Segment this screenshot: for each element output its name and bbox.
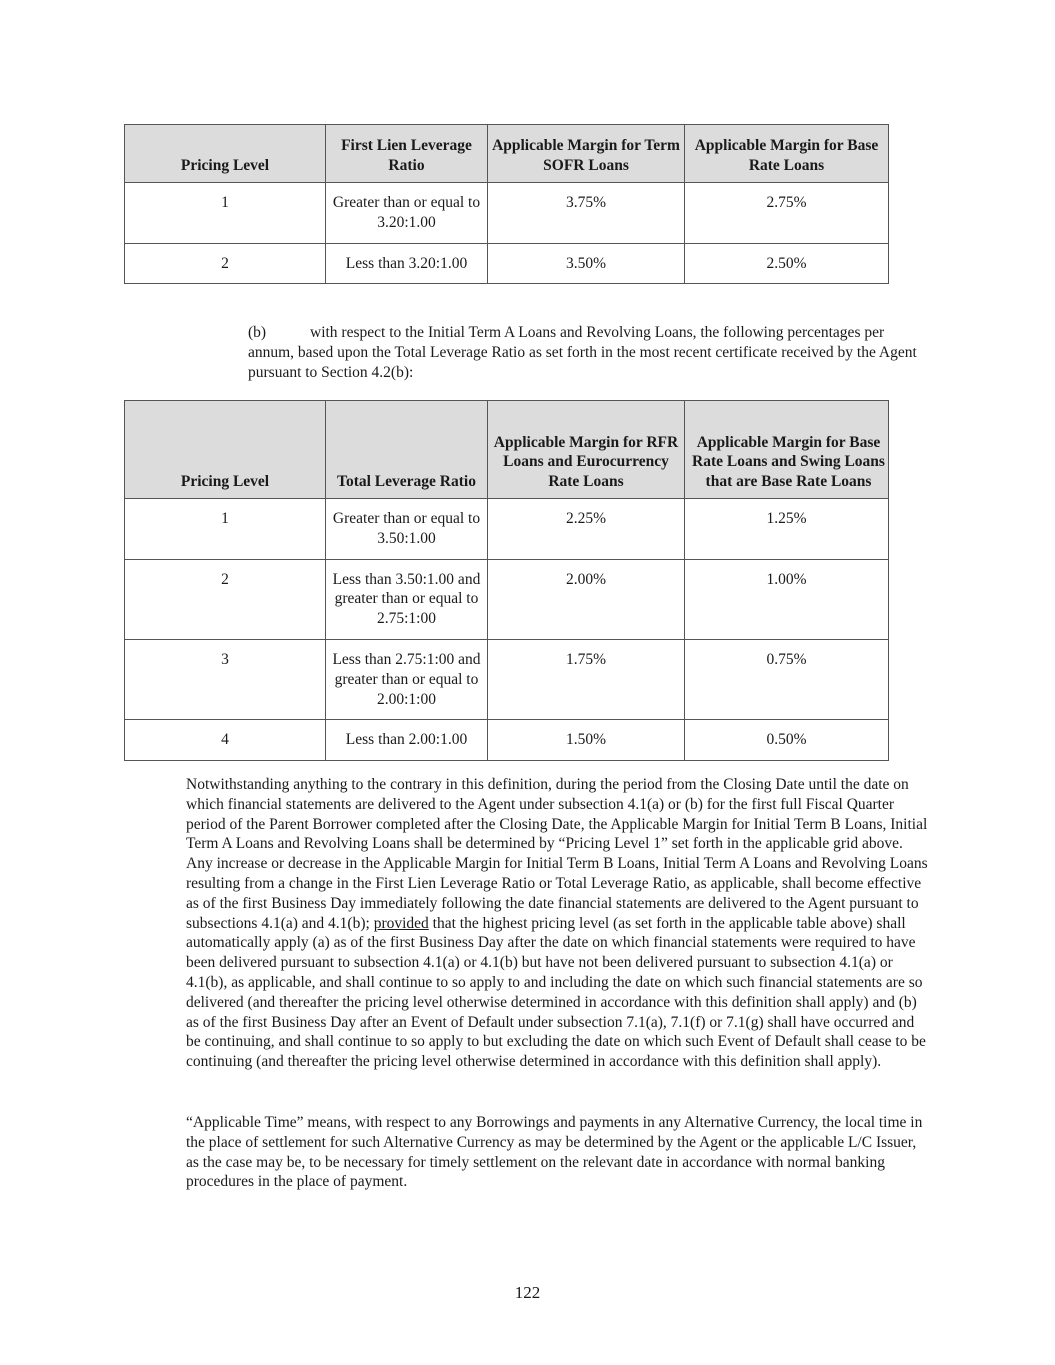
table-row bbox=[125, 183, 889, 244]
table-cell: 3 bbox=[125, 639, 326, 719]
table-cell: Less than 2.75:1:00 and greater than or equal to 2.00:1:00 bbox=[326, 639, 488, 719]
column-header: Applicable Margin for Base Rate Loans bbox=[685, 125, 889, 183]
provided-underlined-term: provided bbox=[373, 914, 429, 932]
table-cell: 2.25% bbox=[488, 499, 685, 560]
table-cell: 1 bbox=[125, 183, 326, 244]
applicable-time-paragraph bbox=[124, 1113, 929, 1192]
column-header: First Lien Leverage Ratio bbox=[326, 125, 488, 183]
table-cell: 1.50% bbox=[488, 720, 685, 761]
table-cell: 1.00% bbox=[685, 559, 889, 639]
paragraph-text: Notwithstanding anything to the contrary in this definition, during the period from the Closing Date until the date on which financial statements are delivered to the Agent under subsection 4.1(a) or (b) for the first full Fiscal Quarter period of the Parent Borrower completed after the Closing Date, the Applicable Margin for Initial Term B Loans, Initial Term A Loans and Revolving Loans shall be determined by “Pricing Level 1” set forth in the applicable grid above. Any increase or decrease in the Applicable Margin for Initial Term B Loans, Initial Term A Loans and Revolving Loans resulting from a change in the First Lien Leverage Ratio or Total Leverage Ratio, as applicable, shall become effective as of the first Business Day immediately following the date financial statements are delivered to the Agent pursuant to subsections 4.1(a) and 4.1(b); bbox=[186, 776, 928, 932]
first-lien-pricing-table bbox=[124, 124, 889, 284]
total-leverage-pricing-table bbox=[124, 400, 889, 761]
table-cell: 0.75% bbox=[685, 639, 889, 719]
page-number: 122 bbox=[514, 1283, 541, 1302]
column-header: Pricing Level bbox=[125, 401, 326, 499]
paragraph-b bbox=[186, 323, 931, 382]
table-cell: Less than 2.00:1.00 bbox=[326, 720, 488, 761]
table-cell: 3.75% bbox=[488, 183, 685, 244]
table-row bbox=[125, 720, 889, 761]
paragraph-text: with respect to the Initial Term A Loans and Revolving Loans, the following percentages per annum, based upon the Total Leverage Ratio as set forth in the most recent certificate received by the Agent pursuant to Section 4.2(b): bbox=[248, 324, 917, 381]
table-cell: 3.50% bbox=[488, 243, 685, 284]
column-header: Pricing Level bbox=[125, 125, 326, 183]
column-header: Applicable Margin for Term SOFR Loans bbox=[488, 125, 685, 183]
table-header-row bbox=[125, 125, 889, 183]
table-cell: 1 bbox=[125, 499, 326, 560]
table-cell: Less than 3.50:1.00 and greater than or equal to 2.75:1:00 bbox=[326, 559, 488, 639]
table-cell: 2.75% bbox=[685, 183, 889, 244]
column-header: Applicable Margin for RFR Loans and Eurocurrency Rate Loans bbox=[488, 401, 685, 499]
table-row bbox=[125, 243, 889, 284]
table-cell: 0.50% bbox=[685, 720, 889, 761]
table-cell: 4 bbox=[125, 720, 326, 761]
table-cell: 2 bbox=[125, 559, 326, 639]
table-cell: 1.25% bbox=[685, 499, 889, 560]
table-cell: 2 bbox=[125, 243, 326, 284]
table-cell: Greater than or equal to 3.50:1.00 bbox=[326, 499, 488, 560]
column-header: Applicable Margin for Base Rate Loans and Swing Loans that are Base Rate Loans bbox=[685, 401, 889, 499]
table-header-row bbox=[125, 401, 889, 499]
table-row bbox=[125, 639, 889, 719]
paragraph-text: “Applicable Time” means, with respect to any Borrowings and payments in any Alternative Currency, the local time in the place of settlement for such Alternative Currency as may be determined by the Agent or the applicable L/C Issuer, as the case may be, to be necessary for timely settlement on the relevant date in accordance with normal banking procedures in the place of payment. bbox=[186, 1114, 923, 1191]
table-cell: Less than 3.20:1.00 bbox=[326, 243, 488, 284]
table-cell: 1.75% bbox=[488, 639, 685, 719]
column-header: Total Leverage Ratio bbox=[326, 401, 488, 499]
table-row bbox=[125, 559, 889, 639]
table-cell: 2.00% bbox=[488, 559, 685, 639]
table-cell: Greater than or equal to 3.20:1.00 bbox=[326, 183, 488, 244]
table-cell: 2.50% bbox=[685, 243, 889, 284]
table-row bbox=[125, 499, 889, 560]
paragraph-label: (b) bbox=[248, 324, 267, 341]
paragraph-text: that the highest pricing level (as set forth in the applicable table above) shall automatically apply (a) as of the first Business Day after the date on which financial statements were required to have been delivered pursuant to subsection 4.1(a) or 4.1(b) but have not been delivered pursuant to subsection 4.1(a) or 4.1(b), as applicable, and shall continue to so apply to and including the date on which such financial statements are so delivered (and thereafter the pricing level otherwise determined in accordance with this definition shall apply) and (b) as of the first Business Day after an Event of Default under subsection 7.1(a), 7.1(f) or 7.1(g) shall have occurred and be continuing, and shall continue to so apply to but excluding the date on which such Event of Default shall cease to be continuing (and thereafter the pricing level otherwise determined in accordance with this definition shall apply). bbox=[186, 914, 926, 1071]
notwithstanding-paragraph bbox=[124, 775, 929, 1072]
